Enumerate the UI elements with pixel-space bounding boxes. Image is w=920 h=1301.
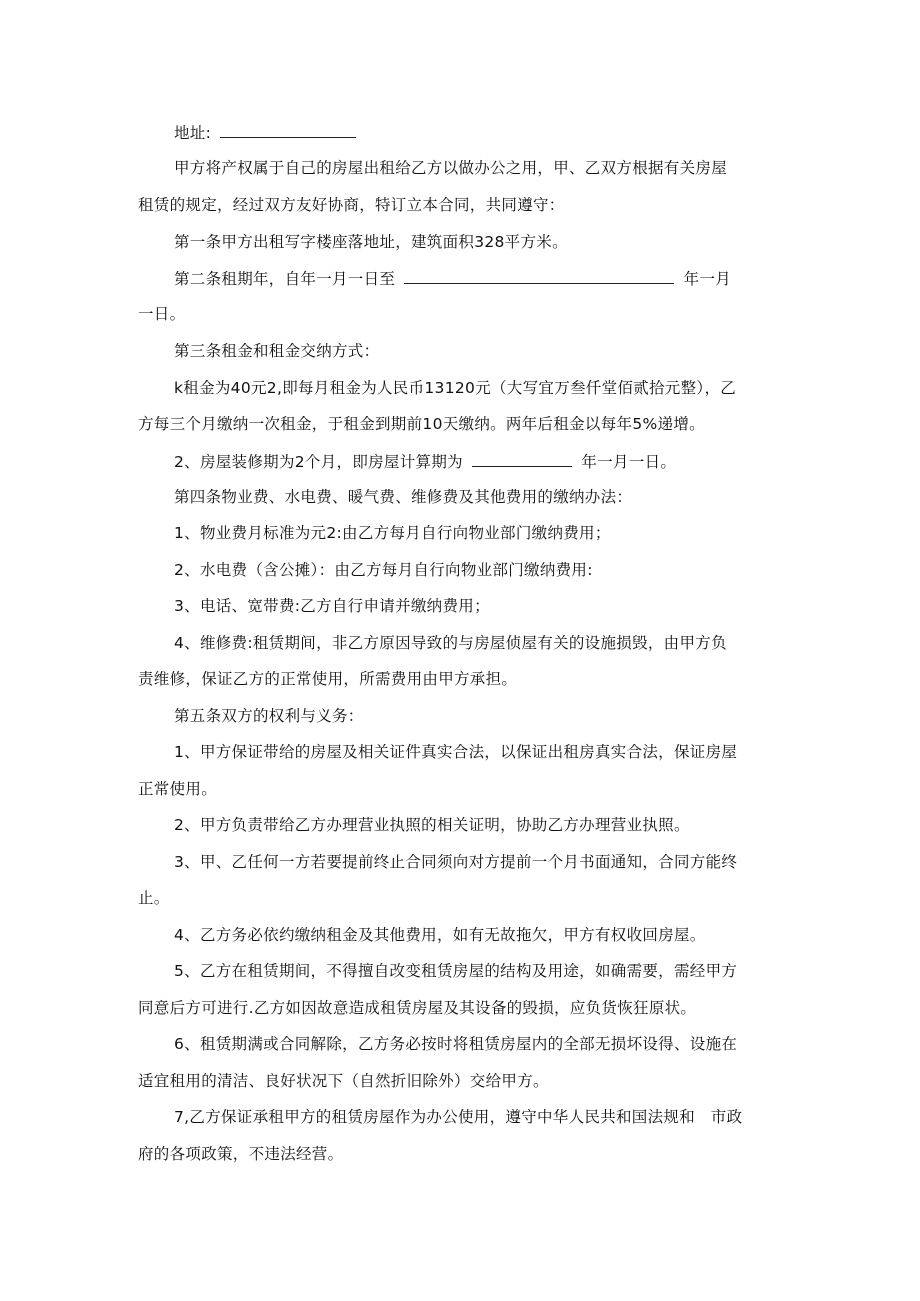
article-2-text-end: 年一月 [683, 270, 732, 288]
article-5-item-5-line-1: 5、乙方在租赁期间，不得擅自改变租赁房屋的结构及用途，如确需要，需经甲方 [174, 962, 738, 980]
paragraph-1-line-2: 租赁的规定，经过双方友好协商，特订立本合同，共同遵守： [138, 196, 565, 214]
article-5-item-1-line-2: 正常使用。 [138, 780, 218, 798]
article-5-item-6-line-1: 6、租赁期满或合同解除，乙方务必按时将租赁房屋内的全部无损坏设得、设施在 [174, 1035, 738, 1053]
lease-end-blank [404, 268, 674, 284]
article-5-item-2: 2、甲方负责带给乙方办理营业执照的相关证明，协助乙方办理营业执照。 [174, 816, 690, 834]
article-5-item-4: 4、乙方务必依约缴纳租金及其他费用，如有无故拖欠，甲方有权收回房屋。 [174, 926, 706, 944]
article-4-item-4-line-2: 责维修，保证乙方的正常使用，所需费用由甲方承担。 [138, 670, 518, 688]
article-4-item-4-line-1: 4、维修费:租赁期间，非乙方原因导致的与房屋侦屋有关的设施损毁，由甲方负 [174, 634, 727, 652]
article-3-item-1-line-1: k租金为40元2,即每月租金为人民币13120元（大写宜万叁仟堂佰贰拾元整），乙 [174, 379, 737, 397]
article-5-item-6-line-2: 适宜租用的清洁、良好状况下（自然折旧除外）交给甲方。 [138, 1072, 549, 1090]
article-2-text-start: 第二条租期年，自年一月一日至 [174, 270, 396, 288]
article-5-heading: 第五条双方的权利与义务： [174, 707, 364, 725]
article-3-item-2-text-start: 2、房屋装修期为2个月，即房屋计算期为 [174, 453, 463, 471]
article-4-item-3: 3、电话、宽带费:乙方自行申请并缴纳费用； [174, 597, 490, 615]
paragraph-1-line-1: 甲方将产权属于自己的房屋出租给乙方以做办公之用，甲、乙双方根据有关房屋 [174, 159, 728, 177]
article-2-line-1 [174, 268, 731, 289]
address-label: 地址: [174, 124, 212, 142]
article-5-item-7-line-2: 府的各项政策，不违法经营。 [138, 1145, 344, 1163]
address-line [174, 122, 356, 143]
article-5-item-7-line-1: 7,乙方保证承租甲方的租赁房屋作为办公使用，遵守中华人民共和国法规和 市政 [174, 1108, 743, 1126]
article-3-heading: 第三条租金和租金交纳方式： [174, 342, 380, 360]
article-3-item-2 [174, 451, 676, 472]
article-3-item-1-line-2: 方每三个月缴纳一次租金，于租金到期前10天缴纳。两年后租金以每年5%递增。 [138, 415, 705, 433]
rent-start-blank [472, 451, 572, 467]
article-3-item-2-text-end: 年一月一日。 [581, 453, 677, 471]
article-4-heading: 第四条物业费、水电费、暖气费、维修费及其他费用的缴纳办法： [174, 488, 633, 506]
article-2-line-2: 一日。 [138, 305, 186, 323]
article-4-item-1: 1、物业费月标准为元2:由乙方每月自行向物业部门缴纳费用； [174, 524, 611, 542]
article-5-item-5-line-2: 同意后方可进行.乙方如因故意造成租赁房屋及其设备的毁损，应负货恢狂原状。 [138, 999, 697, 1017]
article-5-item-3-line-2: 止。 [138, 889, 170, 907]
article-1: 第一条甲方出租写字楼座落地址，建筑面积328平方米。 [174, 233, 568, 251]
article-5-item-3-line-1: 3、甲、乙任何一方若要提前终止合同须向对方提前一个月书面通知，合同方能终 [174, 853, 738, 871]
article-5-item-1-line-1: 1、甲方保证带给的房屋及相关证件真实合法，以保证出租房真实合法，保证房屋 [174, 743, 738, 761]
article-4-item-2: 2、水电费（含公摊）：由乙方每月自行向物业部门缴纳费用: [174, 561, 593, 579]
address-blank [220, 122, 356, 138]
